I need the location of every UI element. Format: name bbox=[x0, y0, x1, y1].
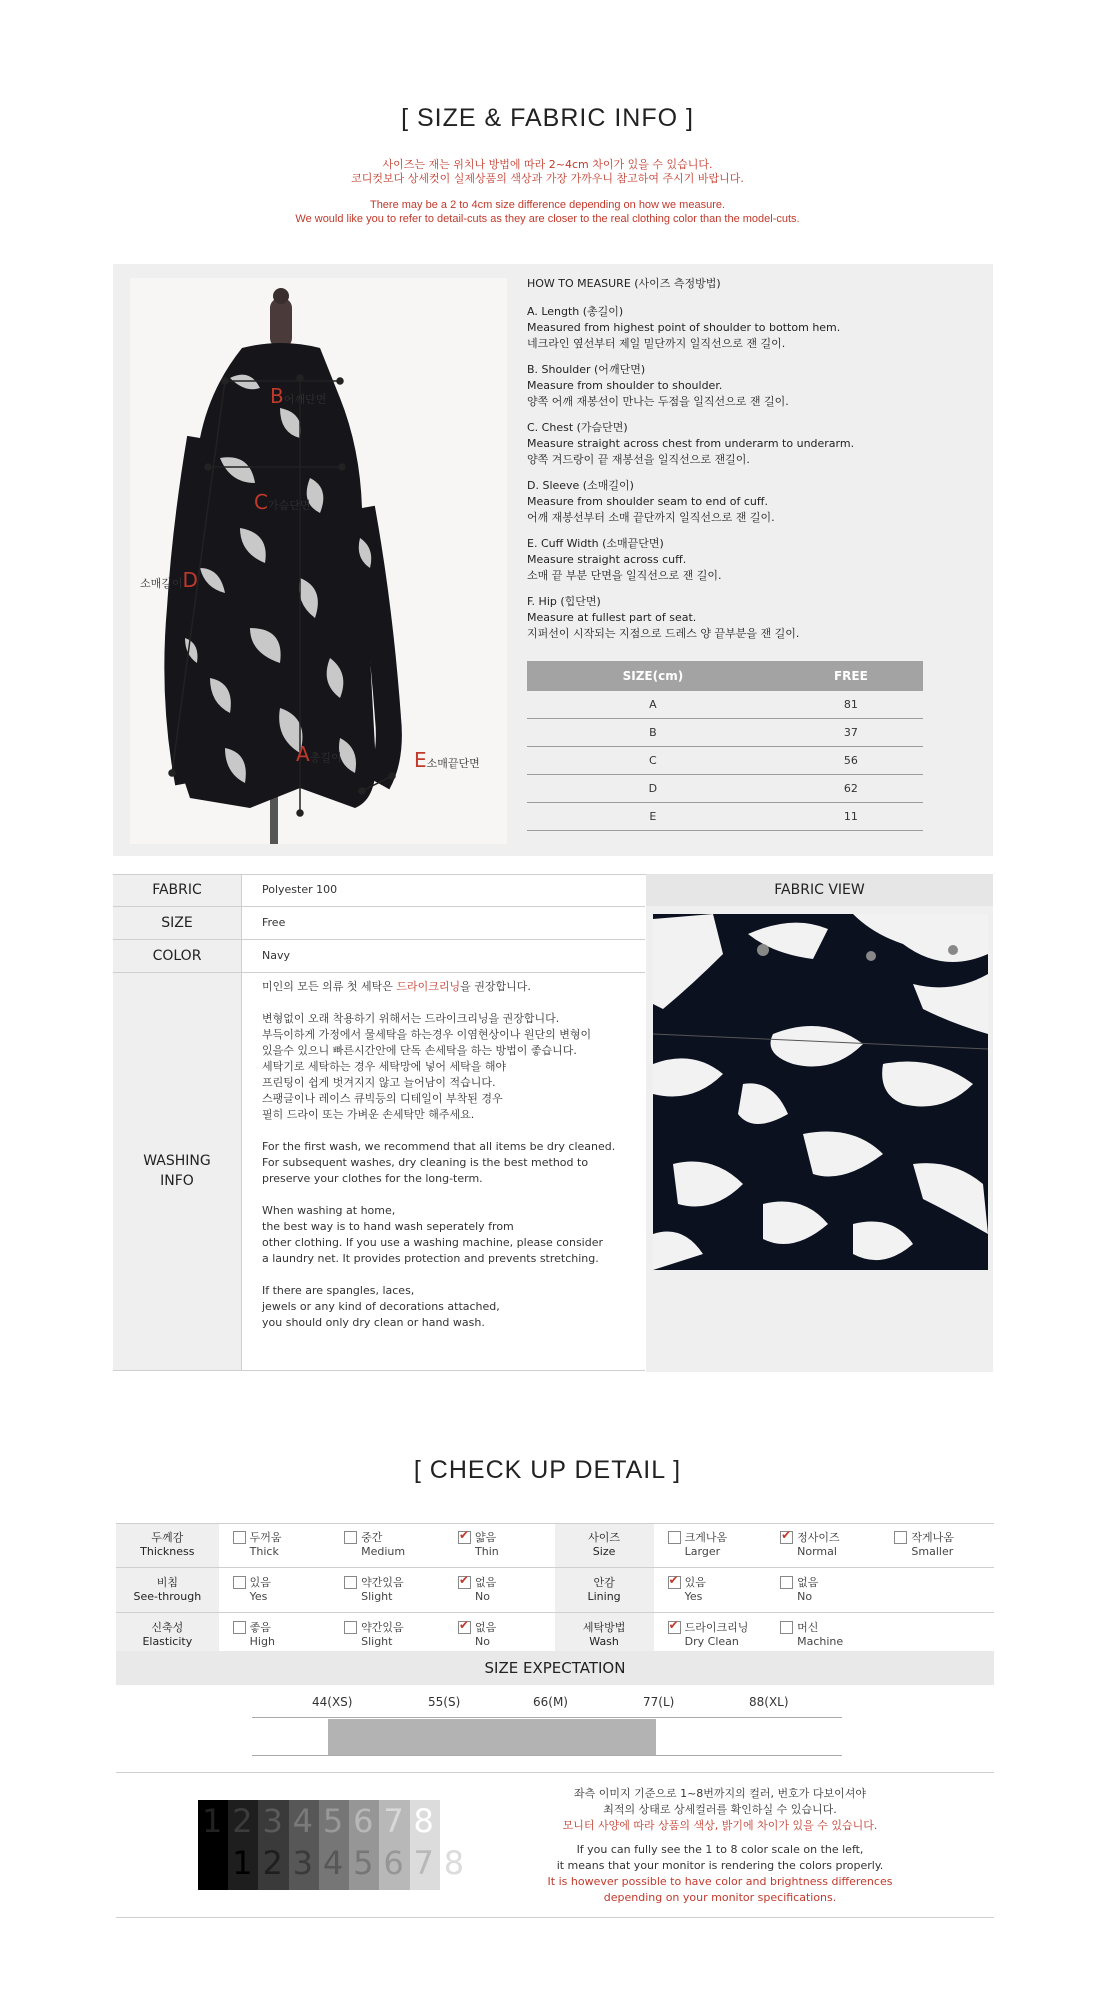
option-en: Slight bbox=[361, 1635, 393, 1648]
table-row bbox=[527, 803, 923, 831]
size-label-l: 77(L) bbox=[643, 1695, 675, 1709]
size-row bbox=[113, 906, 645, 939]
checkbox[interactable] bbox=[668, 1531, 681, 1544]
size-bar-top-line bbox=[252, 1717, 842, 1718]
size-value: 37 bbox=[779, 719, 923, 747]
lining-no[interactable] bbox=[766, 1568, 880, 1613]
washing-en-line: If there are spangles, laces, bbox=[262, 1283, 415, 1297]
option-ko: 머신 bbox=[797, 1621, 819, 1634]
washing-ko-line: 변형없이 오래 착용하기 위해서는 드라이크리닝을 권장합니다. bbox=[262, 1011, 560, 1025]
item-ko: 양쪽 어깨 재봉선이 만나는 두점을 일직선으로 잰 길이. bbox=[527, 395, 789, 408]
checkbox[interactable] bbox=[344, 1576, 357, 1589]
washing-en-1 bbox=[262, 1139, 644, 1187]
scale-digit: 1 bbox=[202, 1844, 223, 1882]
fabric-info-table bbox=[113, 874, 645, 1371]
table-row bbox=[527, 775, 923, 803]
washing-first-post: 을 권장합니다. bbox=[460, 979, 531, 993]
scale-digit: 3 bbox=[262, 1802, 283, 1840]
item-en: Measure from shoulder to shoulder. bbox=[527, 379, 723, 392]
option-en: Normal bbox=[797, 1545, 837, 1558]
header-en: Thickness bbox=[140, 1545, 195, 1558]
scale-digit: 7 bbox=[413, 1844, 434, 1882]
option-en: Medium bbox=[361, 1545, 406, 1558]
monitor-en-1: If you can fully see the 1 to 8 color scale on the left, bbox=[576, 1843, 864, 1856]
checkbox-checked[interactable] bbox=[668, 1576, 681, 1589]
washing-en-3 bbox=[262, 1283, 644, 1331]
washing-first-pre: 미인의 모든 의류 첫 세탁은 bbox=[262, 979, 397, 993]
size-label-m: 66(M) bbox=[533, 1695, 568, 1709]
size-value: 81 bbox=[779, 691, 923, 719]
washing-info bbox=[242, 972, 646, 1370]
section-title-check-up: [ CHECK UP DETAIL ] bbox=[413, 1456, 682, 1484]
thickness-thin[interactable] bbox=[444, 1523, 555, 1568]
item-title: A. Length (총길이) bbox=[527, 305, 624, 318]
section-title-size-fabric: [ SIZE & FABRIC INFO ] bbox=[401, 104, 694, 132]
check-row-see-through bbox=[116, 1568, 994, 1613]
item-en: Measure straight across chest from underarm to underarm. bbox=[527, 437, 855, 450]
washing-en-line: you should only dry clean or hand wash. bbox=[262, 1315, 485, 1329]
washing-en-line: For subsequent washes, dry cleaning is the best method to bbox=[262, 1155, 589, 1169]
thickness-thick[interactable] bbox=[219, 1523, 330, 1568]
see-through-slight[interactable] bbox=[330, 1568, 444, 1613]
monitor-ko-2: 최적의 상태로 상세컬러를 확인하실 수 있습니다. bbox=[603, 1803, 837, 1816]
diagram-label-b bbox=[270, 384, 326, 408]
scale-digit: 5 bbox=[322, 1802, 344, 1840]
washing-ko-line: 프린팅이 쉽게 벗겨지지 않고 늘어남이 적습니다. bbox=[262, 1075, 496, 1089]
measure-item-d bbox=[527, 478, 947, 526]
measure-item-e bbox=[527, 536, 947, 584]
option-ko: 중간 bbox=[361, 1531, 383, 1544]
checkbox-checked[interactable] bbox=[668, 1621, 681, 1634]
see-through-yes[interactable] bbox=[219, 1568, 330, 1613]
size-bar-bottom-line bbox=[252, 1755, 842, 1756]
fabric-view-image bbox=[653, 914, 988, 1270]
washing-ko-line: 스팽글이나 레이스 큐빅등의 디테일이 부착된 경우 bbox=[262, 1091, 503, 1105]
scale-digit: 3 bbox=[292, 1844, 314, 1882]
size-value: 62 bbox=[779, 775, 923, 803]
scale-swatch-9 bbox=[440, 1800, 470, 1890]
measure-item-a bbox=[527, 304, 947, 352]
header-en: Wash bbox=[589, 1635, 619, 1648]
option-en: Machine bbox=[797, 1635, 844, 1648]
item-en: Measure straight across cuff. bbox=[527, 553, 687, 566]
option-en: Yes bbox=[684, 1590, 703, 1603]
thickness-medium[interactable] bbox=[330, 1523, 444, 1568]
label-a-letter: A bbox=[296, 742, 310, 766]
option-ko: 없음 bbox=[797, 1576, 819, 1589]
label-c-letter: C bbox=[254, 490, 268, 514]
scale-digit: 8 bbox=[413, 1802, 434, 1840]
measure-item-b bbox=[527, 362, 947, 410]
scale-digit: 2 bbox=[262, 1844, 283, 1882]
option-en: No bbox=[475, 1590, 490, 1603]
option-ko: 크게나옴 bbox=[684, 1531, 728, 1544]
option-ko: 있음 bbox=[684, 1576, 706, 1589]
washing-en-2 bbox=[262, 1203, 644, 1267]
table-row bbox=[527, 747, 923, 775]
size-header-free: FREE bbox=[779, 661, 923, 691]
lining-yes[interactable] bbox=[654, 1568, 766, 1613]
size-notes-ko bbox=[0, 158, 1095, 186]
option-ko: 정사이즈 bbox=[797, 1531, 840, 1544]
checkbox-checked[interactable] bbox=[780, 1531, 793, 1544]
diagram-label-e bbox=[414, 748, 480, 772]
washing-en-line: a laundry net. It provides protection and prevents stretching. bbox=[262, 1251, 599, 1265]
washing-en-line: other clothing. If you use a washing machine, please consider bbox=[262, 1235, 604, 1249]
note-en-2: We would like you to refer to detail-cuts as they are closer to the real clothing color than the model-cuts. bbox=[295, 213, 800, 225]
size-cell: B bbox=[527, 719, 779, 747]
fabric-view-header: FABRIC VIEW bbox=[646, 874, 993, 906]
size-value: 11 bbox=[779, 803, 923, 831]
check-up-table bbox=[116, 1523, 994, 1658]
washing-en-line: jewels or any kind of decorations attached, bbox=[262, 1299, 500, 1313]
scale-digit: 4 bbox=[322, 1844, 344, 1882]
see-through-no[interactable] bbox=[444, 1568, 555, 1613]
color-label: COLOR bbox=[113, 939, 242, 972]
size-larger[interactable] bbox=[654, 1523, 766, 1568]
item-ko: 네크라인 옆선부터 제일 밑단까지 일직선으로 잰 길이. bbox=[527, 337, 786, 350]
measure-item-c bbox=[527, 420, 947, 468]
monitor-ko-red: 모니터 사양에 따라 상품의 색상, 밝기에 차이가 있을 수 있습니다. bbox=[562, 1819, 878, 1832]
option-en: No bbox=[797, 1590, 813, 1603]
item-title: E. Cuff Width (소매끝단면) bbox=[527, 537, 664, 550]
option-ko: 있음 bbox=[249, 1576, 271, 1589]
label-c-text: 가슴단면 bbox=[267, 499, 311, 512]
header-en: Elasticity bbox=[142, 1635, 193, 1648]
monitor-en-2: it means that your monitor is rendering the colors properly. bbox=[556, 1859, 884, 1872]
monitor-note bbox=[520, 1786, 920, 1906]
option-en: Dry Clean bbox=[684, 1635, 739, 1648]
item-title: C. Chest (가슴단면) bbox=[527, 421, 628, 434]
scale-digit: 1 bbox=[232, 1844, 253, 1882]
color-scale bbox=[198, 1800, 470, 1890]
washing-first bbox=[262, 979, 644, 995]
thickness-header bbox=[116, 1523, 219, 1568]
option-ko: 없음 bbox=[475, 1576, 497, 1589]
size-smaller[interactable] bbox=[880, 1523, 994, 1568]
scale-swatch-3 bbox=[258, 1800, 288, 1890]
item-ko: 지퍼선이 시작되는 지점으로 드레스 양 끝부분을 잰 길이. bbox=[527, 627, 800, 640]
option-en: High bbox=[249, 1635, 275, 1648]
note-en-1: There may be a 2 to 4cm size difference depending on how we measure. bbox=[369, 199, 726, 211]
scale-digit: 1 bbox=[202, 1802, 223, 1840]
option-en: Thick bbox=[249, 1545, 279, 1558]
scale-swatch-5 bbox=[319, 1800, 349, 1890]
size-header bbox=[555, 1523, 654, 1568]
scale-digit: 8 bbox=[443, 1844, 465, 1882]
size-value: 56 bbox=[779, 747, 923, 775]
fabric-value: Polyester 100 bbox=[242, 874, 646, 906]
checkbox-checked[interactable] bbox=[458, 1621, 471, 1634]
size-cell: A bbox=[527, 691, 779, 719]
option-ko: 드라이크리닝 bbox=[684, 1621, 749, 1634]
checkbox[interactable] bbox=[344, 1621, 357, 1634]
scale-digit: 4 bbox=[292, 1802, 314, 1840]
option-en: Yes bbox=[249, 1590, 268, 1603]
measure-item-f bbox=[527, 594, 947, 642]
washing-ko-line: 세탁기로 세탁하는 경우 세탁망에 넣어 세탁을 해야 bbox=[262, 1059, 507, 1073]
washing-first-red: 드라이크리닝 bbox=[396, 979, 461, 993]
washing-ko-line: 부득이하게 가정에서 물세탁을 하는경우 이염현상이나 원단의 변형이 bbox=[262, 1027, 592, 1041]
size-table-header bbox=[527, 661, 923, 691]
label-e-text: 소매끝단면 bbox=[426, 757, 480, 770]
washing-row bbox=[113, 972, 645, 1370]
item-en: Measure at fullest part of seat. bbox=[527, 611, 697, 624]
scale-swatch-2 bbox=[228, 1800, 258, 1890]
checkbox[interactable] bbox=[233, 1531, 246, 1544]
scale-swatch-6 bbox=[349, 1800, 379, 1890]
option-en: No bbox=[475, 1635, 490, 1648]
option-ko: 얇음 bbox=[475, 1531, 497, 1544]
option-en: Thin bbox=[475, 1545, 499, 1558]
table-row bbox=[527, 691, 923, 719]
header-ko: 비침 bbox=[156, 1576, 178, 1589]
header-en: Size bbox=[592, 1545, 616, 1558]
item-title: D. Sleeve (소매길이) bbox=[527, 479, 634, 492]
check-row-thickness bbox=[116, 1523, 994, 1568]
color-value: Navy bbox=[242, 939, 646, 972]
monitor-en-red-2: depending on your monitor specifications. bbox=[603, 1891, 837, 1904]
item-title: F. Hip (힙단면) bbox=[527, 595, 601, 608]
checkbox[interactable] bbox=[780, 1621, 793, 1634]
how-heading: HOW TO MEASURE (사이즈 측정방법) bbox=[527, 277, 721, 290]
size-value: Free bbox=[242, 906, 646, 939]
size-expectation-bar bbox=[328, 1719, 656, 1755]
note-ko-2: 코디컷보다 상세컷이 실제상품의 색상과 가장 가까우니 참고하여 주시기 바랍니다. bbox=[351, 172, 744, 185]
scale-digit: 6 bbox=[383, 1844, 404, 1882]
washing-label-2: INFO bbox=[160, 1173, 194, 1189]
header-en: Lining bbox=[587, 1590, 621, 1603]
washing-en-line: When washing at home, bbox=[262, 1203, 396, 1217]
washing-en-line: preserve your clothes for the long-term. bbox=[262, 1171, 483, 1185]
option-en: Smaller bbox=[911, 1545, 954, 1558]
option-ko: 두꺼움 bbox=[249, 1531, 282, 1544]
washing-ko-line: 필히 드라이 또는 가벼운 손세탁만 해주세요. bbox=[262, 1107, 475, 1121]
size-header-cm: SIZE(cm) bbox=[527, 661, 779, 691]
checkbox-checked[interactable] bbox=[458, 1576, 471, 1589]
table-row bbox=[527, 719, 923, 747]
divider bbox=[116, 1917, 994, 1918]
option-en: Slight bbox=[361, 1590, 393, 1603]
check-top-border bbox=[116, 1523, 994, 1524]
fabric-row bbox=[113, 874, 645, 906]
header-ko: 세탁방법 bbox=[582, 1621, 626, 1634]
washing-en-line: the best way is to hand wash seperately from bbox=[262, 1219, 514, 1233]
scale-swatch-4 bbox=[289, 1800, 319, 1890]
monitor-ko-1: 좌측 이미지 기준으로 1~8번까지의 컬러, 번호가 다보이셔야 bbox=[573, 1787, 867, 1800]
scale-digit: 6 bbox=[353, 1802, 374, 1840]
checkbox-checked[interactable] bbox=[458, 1531, 471, 1544]
label-a-text: 총길이 bbox=[309, 751, 342, 764]
item-title: B. Shoulder (어깨단면) bbox=[527, 363, 646, 376]
header-ko: 두께감 bbox=[151, 1531, 184, 1544]
label-d-letter: D bbox=[182, 568, 198, 592]
scale-digit: 7 bbox=[383, 1802, 404, 1840]
scale-swatch-1 bbox=[198, 1800, 228, 1890]
color-row bbox=[113, 939, 645, 972]
size-expectation-header: SIZE EXPECTATION bbox=[116, 1651, 994, 1685]
scale-swatch-8 bbox=[410, 1800, 440, 1890]
option-en: Larger bbox=[684, 1545, 721, 1558]
label-d-text: 소매길이 bbox=[140, 577, 183, 590]
size-cell: E bbox=[527, 803, 779, 831]
size-normal[interactable] bbox=[766, 1523, 880, 1568]
item-ko: 어깨 재봉선부터 소매 끝단까지 일직선으로 잰 길이. bbox=[527, 511, 775, 524]
see-through-header bbox=[116, 1568, 219, 1613]
note-ko-1: 사이즈는 재는 위치나 방법에 따라 2~4cm 차이가 있을 수 있습니다. bbox=[382, 158, 713, 171]
checkbox[interactable] bbox=[894, 1531, 907, 1544]
item-en: Measure from shoulder seam to end of cuff. bbox=[527, 495, 768, 508]
spacer bbox=[520, 1834, 920, 1842]
scale-digit: 5 bbox=[353, 1844, 374, 1882]
option-ko: 좋음 bbox=[249, 1621, 271, 1634]
header-en: See-through bbox=[133, 1590, 202, 1603]
size-label-xl: 88(XL) bbox=[749, 1695, 789, 1709]
empty-cell bbox=[880, 1568, 994, 1613]
how-to-measure bbox=[527, 276, 947, 652]
label-e-letter: E bbox=[414, 748, 427, 772]
option-ko: 없음 bbox=[475, 1621, 497, 1634]
washing-ko-line: 있을수 있으니 빠른시간안에 단독 손세탁을 하는 방법이 좋습니다. bbox=[262, 1043, 577, 1057]
item-en: Measured from highest point of shoulder to bottom hem. bbox=[527, 321, 841, 334]
size-notes-en bbox=[0, 198, 1095, 226]
size-label: SIZE bbox=[113, 906, 242, 939]
size-label-s: 55(S) bbox=[428, 1695, 461, 1709]
monitor-en-red-1: It is however possible to have color and brightness differences bbox=[547, 1875, 893, 1888]
lining-header bbox=[555, 1568, 654, 1613]
header-ko: 신축성 bbox=[151, 1621, 184, 1634]
item-ko: 소매 끝 부분 단면을 일직선으로 잰 길이. bbox=[527, 569, 722, 582]
washing-label bbox=[113, 972, 242, 1370]
checkbox[interactable] bbox=[344, 1531, 357, 1544]
diagram-label-a bbox=[296, 742, 342, 766]
size-cell: D bbox=[527, 775, 779, 803]
size-table bbox=[527, 661, 923, 831]
washing-ko bbox=[262, 1011, 644, 1123]
diagram-label-d bbox=[140, 568, 198, 592]
scale-digit: 2 bbox=[232, 1802, 253, 1840]
label-b-letter: B bbox=[270, 384, 284, 408]
washing-label-1: WASHING bbox=[143, 1153, 211, 1169]
item-ko: 양쪽 겨드랑이 끝 재봉선을 일직선으로 잰길이. bbox=[527, 453, 750, 466]
option-ko: 약간있음 bbox=[361, 1576, 404, 1589]
diagram-label-c bbox=[254, 490, 310, 514]
scale-swatch-7 bbox=[379, 1800, 409, 1890]
checkbox[interactable] bbox=[780, 1576, 793, 1589]
fabric-label: FABRIC bbox=[113, 874, 242, 906]
header-ko: 사이즈 bbox=[588, 1531, 621, 1544]
header-ko: 안감 bbox=[593, 1576, 615, 1589]
washing-en-line: For the first wash, we recommend that all items be dry cleaned. bbox=[262, 1139, 616, 1153]
checkbox[interactable] bbox=[233, 1621, 246, 1634]
checkbox[interactable] bbox=[233, 1576, 246, 1589]
label-b-text: 어깨단면 bbox=[283, 393, 327, 406]
size-cell: C bbox=[527, 747, 779, 775]
option-ko: 작게나옴 bbox=[911, 1531, 954, 1544]
divider bbox=[116, 1772, 994, 1773]
size-label-xs: 44(XS) bbox=[312, 1695, 353, 1709]
option-ko: 약간있음 bbox=[361, 1621, 404, 1634]
